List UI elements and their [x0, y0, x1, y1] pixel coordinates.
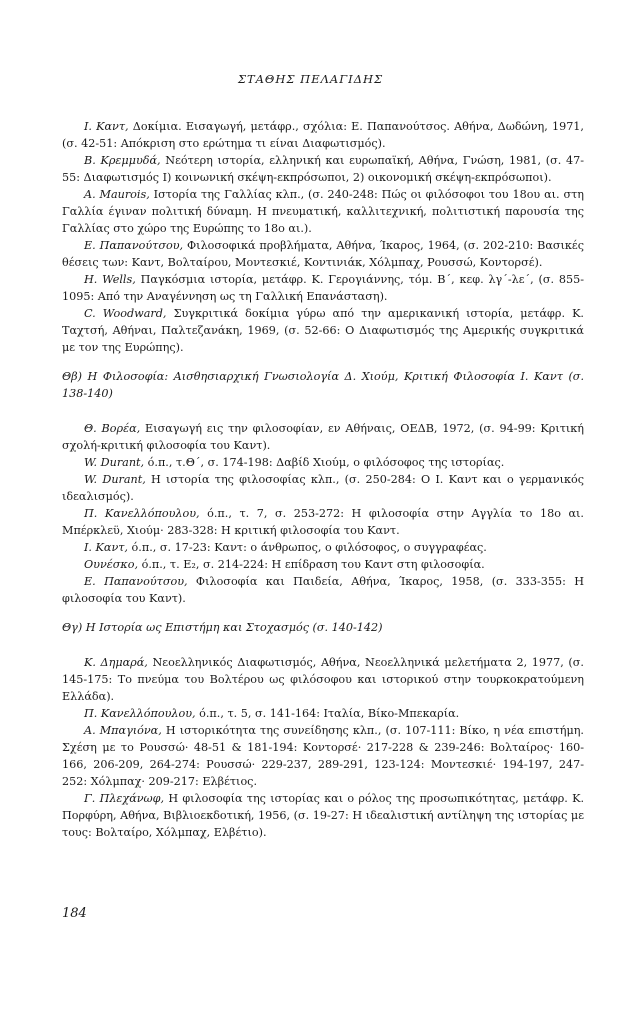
bibliography-entry — [62, 790, 584, 841]
entry-author: W. Durant, — [84, 456, 145, 469]
bibliography-entry — [62, 271, 584, 305]
bibliography-entry — [62, 305, 584, 356]
entry-author: Κ. Δημαρά, — [84, 656, 148, 669]
entry-text: Η φιλοσοφία της ιστορίας και ο ρόλος της προσωπικότητας, μετάφρ. Κ. Πορφύρη, Αθήνα, Βιβλιοεκδοτική, 1956, (σ. 19-27: Η ιδεαλιστική αντίληψη της ιστορίας με τους: Βολταίρο, Χόλμπαχ, Ελβέτιο). — [62, 792, 584, 839]
bibliography-entry — [62, 237, 584, 271]
bibliography-entry — [62, 505, 584, 539]
bibliography-entry — [62, 539, 584, 556]
entry-author: Ι. Καντ, — [84, 541, 128, 554]
entry-text: Η ιστορία της φιλοσοφίας κλπ., (σ. 250-284: Ο Ι. Καντ και ο γερμανικός ιδεαλισμός). — [62, 473, 584, 503]
entry-text: Εισαγωγή εις την φιλοσοφίαν, εν Αθήναις, ΟΕΔΒ, 1972, (σ. 94-99: Κριτική σχολή-κριτική φιλοσοφία του Καντ). — [62, 422, 584, 452]
section-heading: Θγ) Η Ιστορία ως Επιστήμη και Στοχασμός (σ. 140-142) — [62, 621, 383, 634]
bibliography-entry — [62, 118, 584, 152]
entry-author: Ουνέσκο, — [84, 558, 139, 571]
entry-text: ό.π., τ.Θ΄, σ. 174-198: Δαβίδ Χιούμ, ο φιλόσοφος της ιστορίας. — [144, 456, 505, 469]
bibliography-entry — [62, 152, 584, 186]
entry-author: Θ. Βορέα, — [84, 422, 141, 435]
bibliography-entry — [62, 705, 584, 722]
entry-author: Ε. Παπανούτσου, — [84, 239, 184, 252]
entry-author: Α. Μπαγιόνα, — [84, 724, 162, 737]
section-heading: Θβ) Η Φιλοσοφία: Αισθησιαρχική Γνωσιολογία Δ. Χιούμ, Κριτική Φιλοσοφία Ι. Καντ (σ. 138-140) — [62, 370, 584, 400]
entry-text: Φιλοσοφία και Παιδεία, Αθήνα, Ίκαρος, 1958, (σ. 333-355: Η φιλοσοφία του Καντ). — [62, 575, 584, 605]
entry-text: Νεοελληνικός Διαφωτισμός, Αθήνα, Νεοελληνικά μελετήματα 2, 1977, (σ. 145-175: Το πνεύμα του Βολτέρου ως φιλόσοφου και ιστορικού στην τουρκοκρατούμενη Ελλάδα). — [62, 656, 584, 703]
entry-text: ό.π., σ. 17-23: Καντ: ο άνθρωπος, ο φιλόσοφος, ο συγγραφέας. — [128, 541, 487, 554]
bibliography-entry — [62, 471, 584, 505]
entry-author: Ι. Καντ, — [84, 120, 129, 133]
entry-author: Π. Κανελλόπουλου, — [84, 507, 200, 520]
entry-text: Δοκίμια. Εισαγωγή, μετάφρ., σχόλια: Ε. Παπανούτσος. Αθήνα, Δωδώνη, 1971, (σ. 42-51: Απόκριση στο ερώτημα τι είναι Διαφωτισμός). — [62, 120, 584, 150]
entry-text: Ιστορία της Γαλλίας κλπ., (σ. 240-248: Πώς οι φιλόσοφοι του 18ου αι. στη Γαλλία έγιναν πολιτική δύναμη. Η πνευματική, καλλιτεχνική, πολιτιστική παρουσία της Γαλλίας στο χώρο της Ευρώπης το 18ο αι.). — [62, 188, 584, 235]
entry-text: Η ιστορικότητα της συνείδησης κλπ., (σ. 107-111: Βίκο, η νέα επιστήμη. Σχέση με το Ρουσσώ· 48-51 & 181-194: Κοντορσέ· 217-228 & 239-246: Βολταίρος· 160-166, 206-209, 264-274: Ρουσσώ· 229-237, 289-291, 123-124: Μοντεσκιέ· 194-197, 247-252: Χόλμπαχ· 209-217: Ελβέτιος. — [62, 724, 584, 788]
bibliography-content — [62, 118, 584, 841]
bibliography-entry — [62, 420, 584, 454]
entry-text: ό.π., τ. Ε₂, σ. 214-224: Η επίδραση του Καντ στη φιλοσοφία. — [138, 558, 485, 571]
entry-text: ό.π., τ. 7, σ. 253-272: Η φιλοσοφία στην Αγγλία το 18ο αι. Μπέρκλεϋ, Χιούμ· 283-328: Η κριτική φιλοσοφία του Καντ. — [62, 507, 584, 537]
bibliography-entry — [62, 556, 584, 573]
entry-author: Γ. Πλεχάνωφ, — [84, 792, 165, 805]
running-header: ΣΤΑΘΗΣ ΠΕΛΑΓΙΔΗΣ — [237, 72, 384, 86]
bibliography-entry — [62, 573, 584, 607]
bibliography-entry — [62, 722, 584, 790]
page-number: 184 — [62, 906, 87, 921]
entry-author: Ε. Παπανούτσου, — [84, 575, 188, 588]
entry-text: Νεότερη ιστορία, ελληνική και ευρωπαϊκή, Αθήνα, Γνώση, 1981, (σ. 47-55: Διαφωτισμός Ι) κοινωνική σκέψη-εκπρόσωποι, 2) οικονομική σκέψη-εκπρόσωποι). — [62, 154, 584, 184]
bibliography-entry — [62, 454, 584, 471]
bibliography-entry — [62, 186, 584, 237]
entry-author: W. Durant, — [84, 473, 146, 486]
entry-author: Π. Κανελλόπουλου, — [84, 707, 196, 720]
entry-text: Φιλοσοφικά προβλήματα, Αθήνα, Ίκαρος, 1964, (σ. 202-210: Βασικές θέσεις των: Καντ, Βολταίρου, Μοντεσκιέ, Κοντινιάκ, Χόλμπαχ, Ρουσσώ, Κοντορσέ). — [62, 239, 584, 269]
bibliography-entry — [62, 654, 584, 705]
entry-text: Παγκόσμια ιστορία, μετάφρ. Κ. Γερογιάννης, τόμ. Β΄, κεφ. λγ΄-λε΄, (σ. 855-1095: Από την Αναγέννηση ως τη Γαλλική Επανάσταση). — [62, 273, 585, 303]
entry-text: ό.π., τ. 5, σ. 141-164: Ιταλία, Βίκο-Μπεκαρία. — [195, 707, 460, 720]
entry-author: Β. Κρεμμυδά, — [84, 154, 161, 167]
entry-author: C. Woodward, — [84, 307, 167, 320]
entry-author: A. Maurois, — [84, 188, 150, 201]
entry-author: H. Wells, — [84, 273, 136, 286]
entry-text: Συγκριτικά δοκίμια γύρω από την αμερικανική ιστορία, μετάφρ. Κ. Ταχτσή, Αθήναι, Παλτεζανάκη, 1969, (σ. 52-66: Ο Διαφωτισμός της Αμερικής συγκριτικά με τον της Ευρώπης). — [62, 307, 584, 354]
